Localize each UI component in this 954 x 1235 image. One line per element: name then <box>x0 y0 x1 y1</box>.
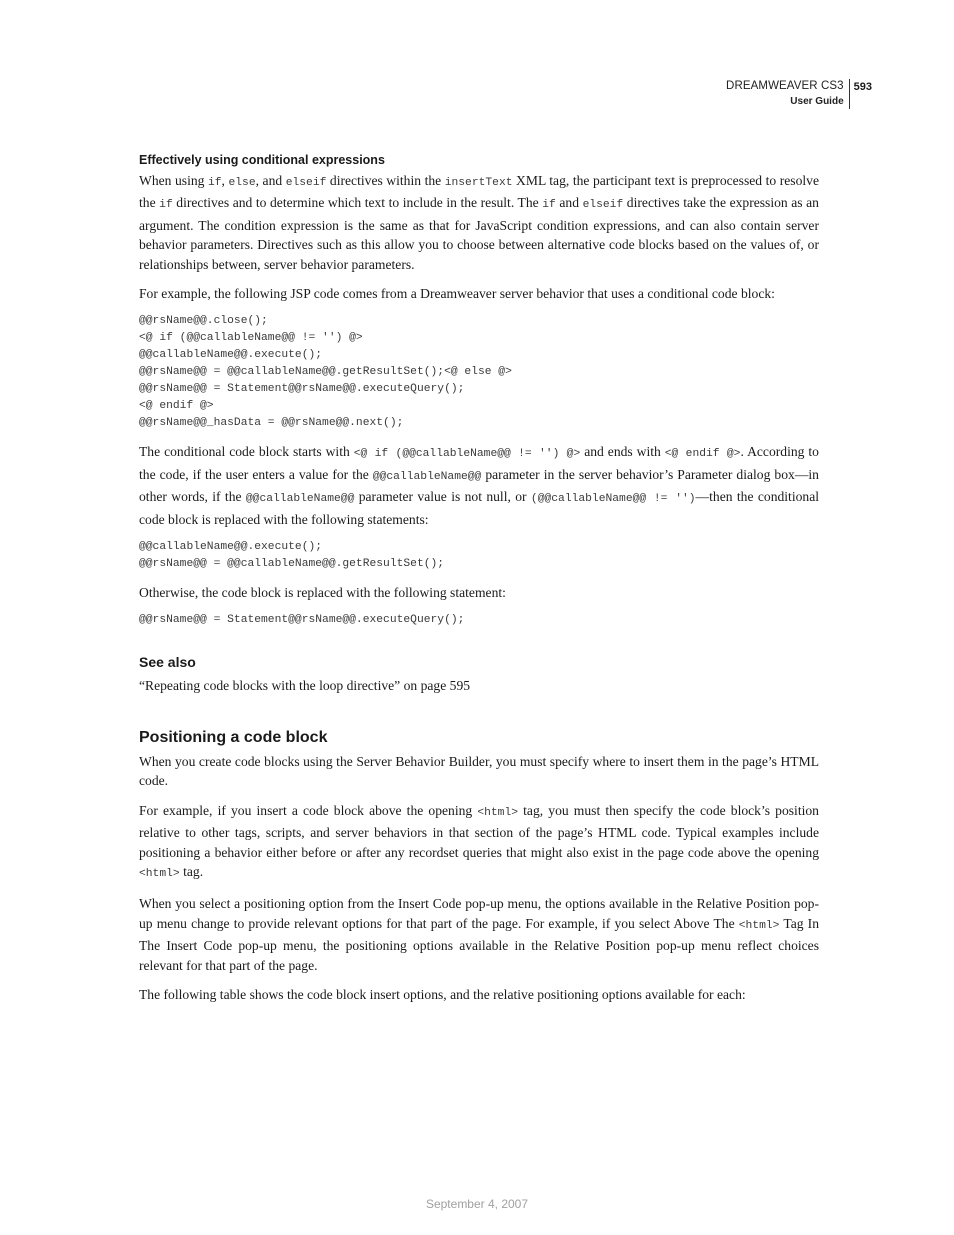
code-line: @@rsName@@ = Statement@@rsName@@.executeQuery(); <box>139 383 465 396</box>
text-run: and ends with <box>580 444 665 460</box>
inline-code: insertText <box>444 177 513 189</box>
header-titles <box>726 79 850 109</box>
page-content <box>139 152 819 1014</box>
paragraph-conditional-explanation <box>139 442 819 529</box>
text-run: Tag In The Insert Code pop-up menu, the positioning options available in the Relative Position pop-up menu reflect choices relevant for that part of the page. <box>139 915 819 973</box>
paragraph-positioning-example <box>139 801 819 885</box>
inline-code: <html> <box>139 867 180 880</box>
inline-code: elseif <box>582 199 624 212</box>
code-line: @@rsName@@ = @@callableName@@.getResultSet();<@ else @> <box>139 366 512 379</box>
text-run: For example, if you insert a code block above the opening <box>139 802 478 818</box>
text-run: , <box>221 173 229 188</box>
text-run: The conditional code block starts with <box>139 444 354 460</box>
inline-code: if <box>207 177 222 189</box>
inline-code: <@ if (@@callableName@@ != '') @> <box>353 448 581 461</box>
spacer <box>139 639 819 653</box>
code-line: @@rsName@@.close(); <box>139 315 268 328</box>
code-line: @@rsName@@ = @@callableName@@.getResultSet(); <box>139 558 445 571</box>
text-run: —then the conditional code block is replaced with the following statements: <box>139 489 820 527</box>
text-run: When you select a positioning option from the Insert Code pop-up menu, the options available in the Relative Position pop-up menu change to provide relevant options for that part of the page. For example, if you select Above The <box>139 896 819 931</box>
inline-code: if <box>542 199 556 212</box>
paragraph-positioning-intro: When you create code blocks using the Server Behavior Builder, you must specify where to insert them in the page’s HTML code. <box>139 753 819 789</box>
heading-conditional-expressions: Effectively using conditional expressions <box>139 153 385 167</box>
code-block-replacement <box>139 539 819 573</box>
paragraph-conditional-intro <box>139 171 819 274</box>
inline-code: @@callableName@@ <box>372 470 482 483</box>
text-run: parameter value is not null, or <box>354 489 531 505</box>
text-run: When using <box>139 173 208 188</box>
text-run: parameter in the server behavior’s Parameter dialog box—in other words, if the <box>139 466 819 505</box>
inline-code: @@callableName@@ <box>245 493 355 506</box>
inline-code: <@ endif @> <box>664 448 741 461</box>
text-run: directives take the expression as an argument. The condition expression is the same as that for JavaScript condition expressions, and can also contain server behavior parameters. Directives such as this allow you to choose between alternative code blocks based on the values of, or relationships between, server behavior parameters. <box>139 195 819 272</box>
heading-see-also: See also <box>139 654 196 671</box>
inline-code: <html> <box>477 806 519 819</box>
code-line: @@rsName@@ = Statement@@rsName@@.executeQuery(); <box>139 614 465 627</box>
header-guide-name: User Guide <box>790 96 844 107</box>
header-product-name: DREAMWEAVER CS3 <box>726 80 844 92</box>
text-run: . According to the code, if the user enters a value for the <box>139 444 819 482</box>
inline-code: if <box>159 199 173 212</box>
inline-code: else <box>228 177 256 189</box>
spacer <box>139 706 819 728</box>
code-line: <@ if (@@callableName@@ != '') @> <box>139 332 363 345</box>
heading-positioning-code-block: Positioning a code block <box>139 728 328 746</box>
inline-code: (@@callableName@@ != '') <box>530 493 696 506</box>
code-line: @@callableName@@.execute(); <box>139 541 323 554</box>
code-line: @@callableName@@.execute(); <box>139 349 323 362</box>
text-run: and <box>555 195 583 211</box>
code-line: <@ endif @> <box>139 400 214 413</box>
paragraph-positioning-option <box>139 894 819 975</box>
code-block-otherwise <box>139 612 819 629</box>
text-run: directives within the <box>326 173 445 188</box>
paragraph-jsp-example: For example, the following JSP code comes from a Dreamweaver server behavior that uses a conditional code block: <box>139 286 775 302</box>
text-run: , and <box>255 173 286 188</box>
paragraph-table-intro: The following table shows the code block insert options, and the relative positioning options available for each: <box>139 986 746 1002</box>
page-number: 593 <box>853 81 872 93</box>
paragraph-otherwise: Otherwise, the code block is replaced with the following statement: <box>139 585 506 601</box>
page-header <box>726 79 872 109</box>
link-repeating-code-blocks[interactable]: “Repeating code blocks with the loop directive” on page 595 <box>139 678 471 694</box>
inline-code: <html> <box>738 919 780 932</box>
text-run: tag. <box>179 863 204 879</box>
text-run: directives and to determine which text to include in the result. The <box>172 195 543 211</box>
text-run: tag, you must then specify the code block’s position relative to other tags, scripts, and server behaviors in that section of the page’s HTML code. Typical examples include positioning a behavior either before or after any recordset queries that might also exist in the page code above the opening <box>139 802 819 860</box>
code-block-jsp <box>139 313 819 432</box>
code-line: @@rsName@@_hasData = @@rsName@@.next(); <box>139 417 404 430</box>
page-footer-date: September 4, 2007 <box>425 1197 529 1211</box>
inline-code: elseif <box>285 177 327 189</box>
text-run: XML tag, the participant text is preprocessed to resolve the <box>139 173 819 211</box>
